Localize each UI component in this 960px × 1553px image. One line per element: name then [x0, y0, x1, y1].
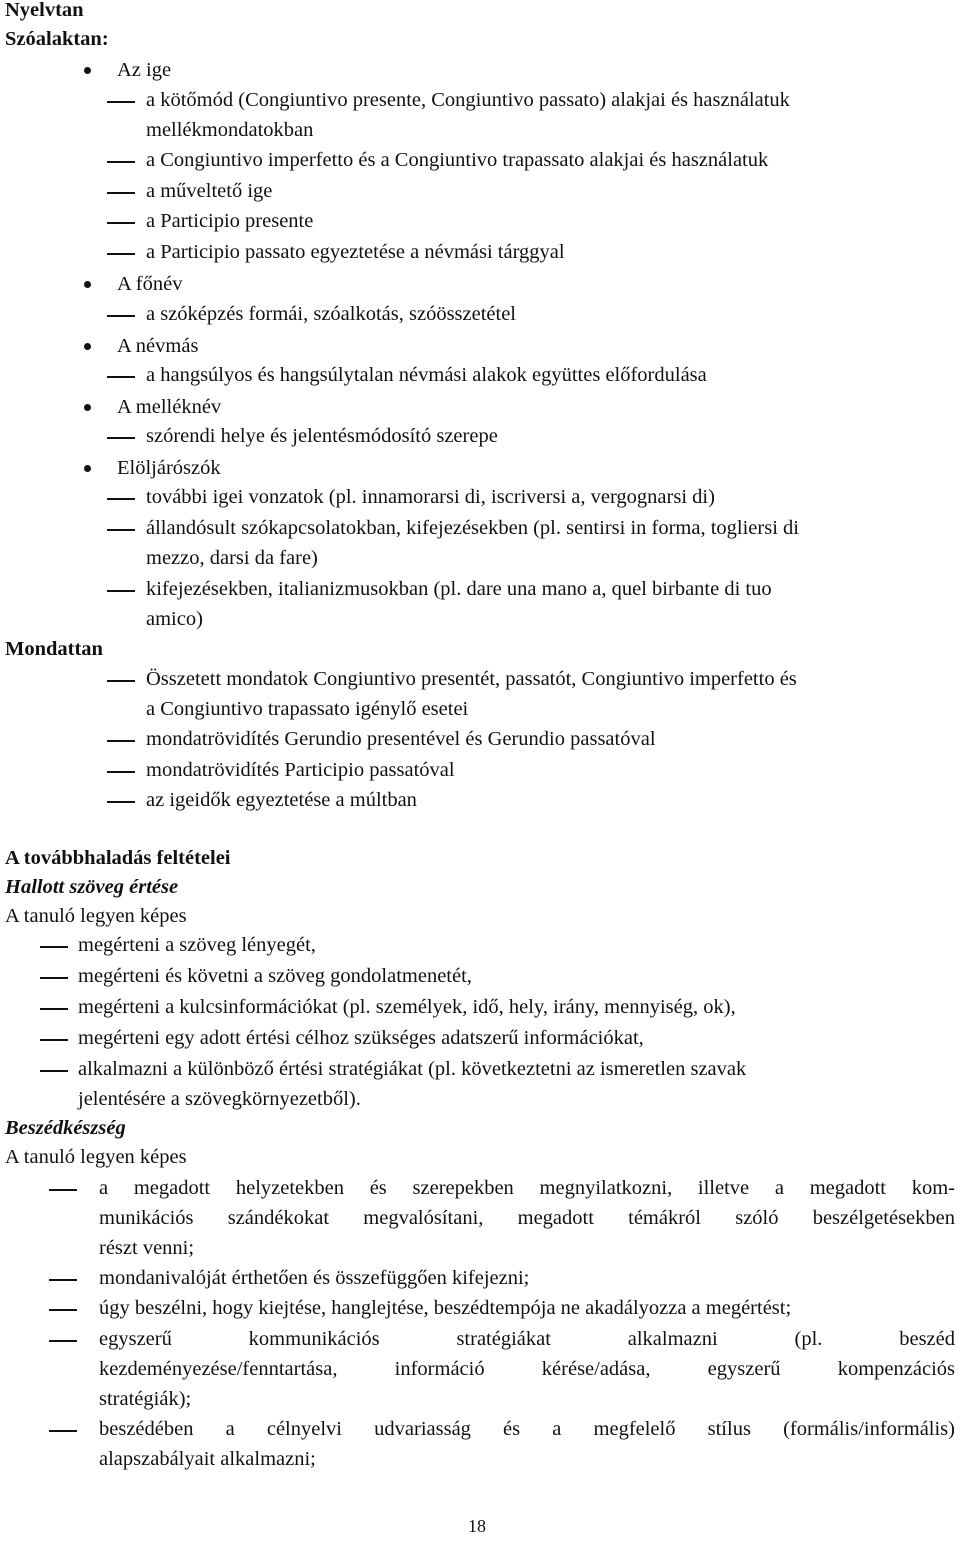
- dash-icon: [40, 1039, 68, 1041]
- dash-icon: [107, 192, 135, 194]
- list-item-cont: részt venni;: [99, 1237, 195, 1259]
- list-item: Összetett mondatok Congiuntivo presentét, passatót, Congiuntivo imperfetto és: [146, 668, 797, 690]
- hallott-intro: A tanuló legyen képes: [5, 905, 187, 927]
- bullet-icon: [84, 67, 91, 74]
- list-item: a hangsúlyos és hangsúlytalan névmási alakok együttes előfordulása: [146, 364, 707, 386]
- dash-icon: [107, 801, 135, 803]
- list-item-cont: kezdeményezése/fenntartása, információ kérése/adása, egyszerű kompenzációs: [99, 1358, 955, 1380]
- list-item: állandósult szókapcsolatokban, kifejezésekben (pl. sentirsi in forma, togliersi di: [146, 517, 799, 539]
- list-item: a Participio passato egyeztetése a névmási tárggyal: [146, 241, 565, 263]
- list-item: mondatrövidítés Participio passatóval: [146, 759, 455, 781]
- section-fonev-title: A főnév: [117, 273, 183, 295]
- list-item: további igei vonzatok (pl. innamorarsi di, iscriversi a, vergognarsi di): [146, 486, 715, 508]
- list-item: alkalmazni a különböző értési stratégiákat (pl. következtetni az ismeretlen szavak: [78, 1058, 747, 1080]
- section-ige-title: Az ige: [117, 59, 172, 81]
- dash-icon: [107, 740, 135, 742]
- list-item-cont: stratégiák);: [99, 1388, 192, 1410]
- dash-icon: [49, 1189, 77, 1191]
- dash-icon: [49, 1279, 77, 1281]
- list-item: az igeidők egyeztetése a múltban: [146, 789, 417, 811]
- list-item: megérteni a kulcsinformációkat (pl. személyek, idő, hely, irány, mennyiség, ok),: [78, 996, 736, 1018]
- list-item: a kötőmód (Congiuntivo presente, Congiuntivo passato) alakjai és használatuk: [146, 89, 790, 111]
- list-item: megérteni a szöveg lényegét,: [78, 934, 316, 956]
- dash-icon: [107, 222, 135, 224]
- list-item: megérteni egy adott értési célhoz szükséges adatszerű információkat,: [78, 1027, 644, 1049]
- dash-icon: [107, 376, 135, 378]
- bullet-icon: [84, 404, 91, 411]
- list-item: a műveltető ige: [146, 180, 273, 202]
- heading-mondattan: Mondattan: [5, 638, 103, 660]
- list-item: mondanivalóját érthetően és összefüggően kifejezni;: [99, 1267, 530, 1289]
- bullet-icon: [84, 281, 91, 288]
- list-item: a szóképzés formái, szóalkotás, szóösszetétel: [146, 303, 517, 325]
- list-item: megérteni és követni a szöveg gondolatmenetét,: [78, 965, 472, 987]
- page-number: 18: [468, 1516, 486, 1536]
- dash-icon: [107, 771, 135, 773]
- list-item-cont: mellékmondatokban: [146, 119, 314, 141]
- list-item: a Congiuntivo imperfetto és a Congiuntivo trapassato alakjai és használatuk: [146, 149, 769, 171]
- dash-icon: [40, 946, 68, 948]
- dash-icon: [40, 1008, 68, 1010]
- list-item-cont: a Congiuntivo trapassato igénylő esetei: [146, 698, 469, 720]
- list-item: beszédében a célnyelvi udvariasság és a megfelelő stílus (formális/informális): [99, 1418, 955, 1440]
- list-item: úgy beszélni, hogy kiejtése, hanglejtése, beszédtempója ne akadályozza a megértést;: [99, 1297, 792, 1319]
- dash-icon: [107, 437, 135, 439]
- list-item-cont: alapszabályait alkalmazni;: [99, 1448, 316, 1470]
- heading-szoalaktan: Szóalaktan:: [5, 28, 109, 50]
- dash-icon: [40, 977, 68, 979]
- list-item: a Participio presente: [146, 210, 314, 232]
- dash-icon: [107, 529, 135, 531]
- section-melleknev-title: A melléknév: [117, 396, 222, 418]
- heading-beszed: Beszédkészség: [5, 1117, 126, 1139]
- dash-icon: [49, 1340, 77, 1342]
- bullet-icon: [84, 343, 91, 350]
- dash-icon: [107, 161, 135, 163]
- dash-icon: [49, 1309, 77, 1311]
- list-item: egyszerű kommunikációs stratégiákat alkalmazni (pl. beszéd: [99, 1328, 955, 1350]
- heading-tovabbhaladas: A továbbhaladás feltételei: [5, 847, 231, 869]
- section-eloljaro-title: Elöljárószók: [117, 457, 221, 479]
- dash-icon: [107, 590, 135, 592]
- dash-icon: [107, 680, 135, 682]
- list-item-cont: amico): [146, 608, 203, 630]
- dash-icon: [107, 253, 135, 255]
- list-item-cont: munikációs szándékokat megvalósítani, megadott témákról szóló beszélgetésekben: [99, 1207, 955, 1229]
- dash-icon: [107, 498, 135, 500]
- dash-icon: [107, 315, 135, 317]
- dash-icon: [107, 101, 135, 103]
- list-item-cont: jelentésére a szövegkörnyezetből).: [78, 1088, 361, 1110]
- list-item: kifejezésekben, italianizmusokban (pl. dare una mano a, quel birbante di tuo: [146, 578, 772, 600]
- list-item: a megadott helyzetekben és szerepekben megnyilatkozni, illetve a megadott kom-: [99, 1177, 955, 1199]
- heading-hallott: Hallott szöveg értése: [5, 876, 179, 898]
- list-item: mondatrövidítés Gerundio presentével és Gerundio passatóval: [146, 728, 656, 750]
- beszed-intro: A tanuló legyen képes: [5, 1146, 187, 1168]
- list-item: szórendi helye és jelentésmódosító szerepe: [146, 425, 498, 447]
- dash-icon: [49, 1430, 77, 1432]
- dash-icon: [40, 1070, 68, 1072]
- heading-nyelvtan: Nyelvtan: [5, 0, 84, 21]
- section-nevmas-title: A névmás: [117, 335, 199, 357]
- list-item-cont: mezzo, darsi da fare): [146, 547, 318, 569]
- bullet-icon: [84, 465, 91, 472]
